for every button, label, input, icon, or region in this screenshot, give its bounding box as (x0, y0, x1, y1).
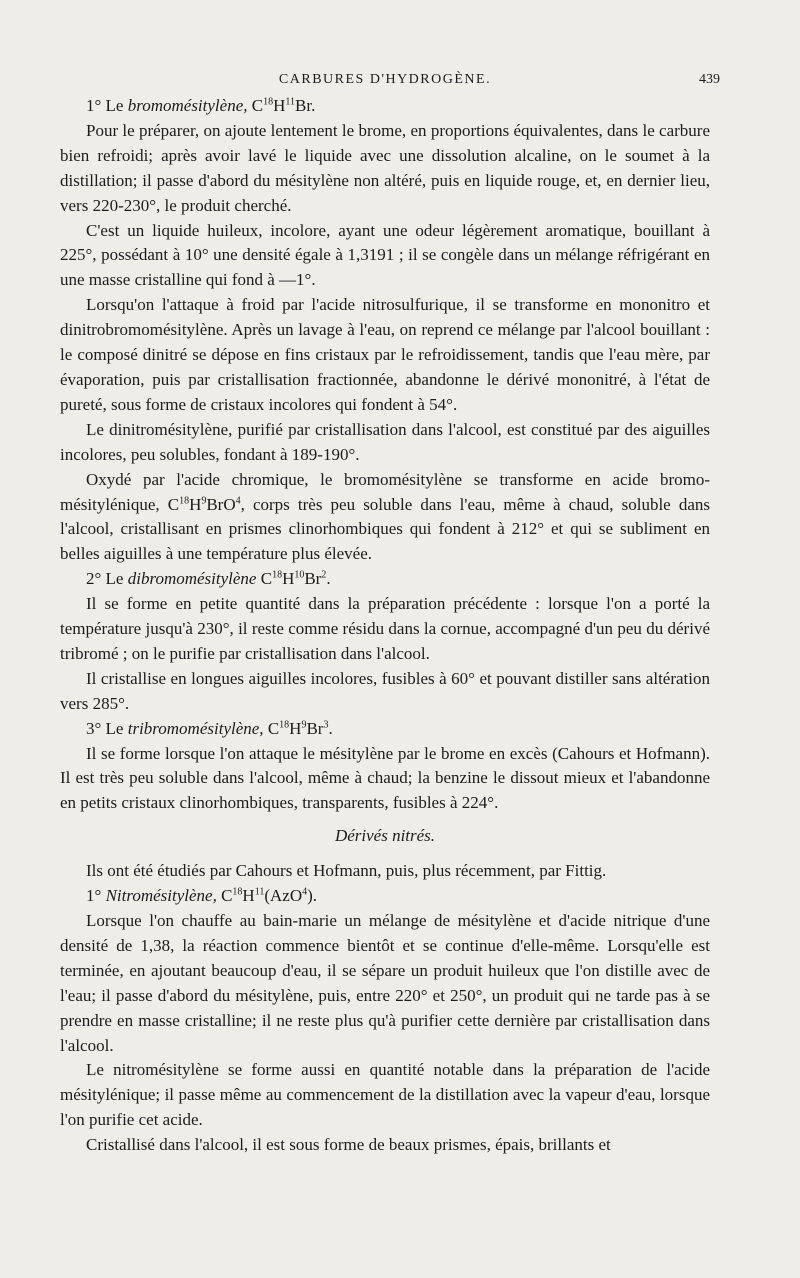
text-run: . (326, 569, 331, 589)
section-title-nitro-derivatives: Dérivés nitrés. (334, 826, 436, 846)
text-run: Br (304, 569, 322, 589)
text-run: C (256, 569, 273, 589)
formula-subscript: 18 (272, 569, 283, 581)
heading-dibromomesitylene (60, 567, 710, 592)
running-title: CARBURES D'HYDROGÈNE. (278, 72, 492, 87)
formula-subscript: 11 (285, 96, 296, 108)
text-run: H (189, 494, 202, 514)
paragraph-nitro-formation: Le nitromésitylène se forme aussi en quantité notable dans la préparation de l'acide mésitylénique; il passe même au commencement de la distillation avec la vapeur d'eau, lorsque l'on purifie cet acide. (60, 1060, 710, 1130)
heading-nitromesitylene (60, 884, 710, 909)
text-run: Br (306, 718, 324, 738)
paragraph-dinitro: Le dinitromésitylène, purifié par cristallisation dans l'alcool, est constitué par des aiguilles incolores, peu solubles, fondant à 189-190°. (60, 419, 710, 464)
text-run: Br. (295, 96, 316, 115)
paragraph-tribromo: Il se forme lorsque l'on attaque le mésitylène par le brome en excès (Cahours et Hofmann). Il est très peu soluble dans l'alcool, même à chaud; la benzine le dissout mieux et l'abandonne en petits cristaux clinorhombiques, transparents, fusibles à 224°. (60, 743, 710, 813)
text-run: H (289, 718, 302, 738)
compound-name: dibromomésitylène (127, 569, 257, 589)
text-run: ). (307, 886, 318, 906)
book-page (60, 68, 720, 1158)
text-run: H (282, 569, 295, 589)
formula-subscript: 4 (302, 886, 308, 898)
formula-subscript: 18 (279, 719, 290, 730)
paragraph-oxidation (60, 468, 710, 568)
text-run: (AzO (264, 886, 303, 906)
paragraph-preparation: Pour le préparer, on ajoute lentement le brome, en proportions équivalentes, dans le carbure bien refroidi; après avoir lavé le liquide avec une dissolution alcaline, on le soumet à la distillation; il passe d'abord du mésitylène non altéré, puis en liquide rouge, et, en dernier lieu, vers 220-230°, le produit cherché. (60, 120, 710, 215)
formula-subscript: 9 (201, 494, 207, 506)
paragraph-dibromo-crystals: Il cristallise en longues aiguilles incolores, fusibles à 60° et pouvant distiller sans altération vers 285°. (60, 668, 710, 713)
formula-subscript: 9 (301, 719, 307, 730)
formula-subscript: 18 (263, 96, 274, 108)
text-run: BrO (206, 494, 236, 514)
text-run: Oxydé par l'acide chromique, le bromomésitylène se transforme en acide bromo-mésitylénique, C (60, 469, 710, 514)
text-run: , corps très peu soluble dans l'eau, même à chaud, soluble dans l'alcool, cristallisant en prismes clinorhombiques qui fondent à 212° et qui se subliment en belles aiguilles à une température plus élevée. (60, 494, 710, 564)
text-run: 2° Le (86, 569, 128, 589)
page-number: 439 (699, 72, 720, 87)
formula-subscript: 4 (235, 494, 241, 506)
text-run: 1° (86, 886, 106, 906)
formula-subscript: 10 (294, 569, 305, 581)
text-run: H (242, 886, 255, 906)
text-run: C (216, 886, 233, 906)
heading-tribromomesitylene (60, 717, 710, 742)
paragraph-nitro-crystals: Cristallisé dans l'alcool, il est sous forme de beaux prismes, épais, brillants et (86, 1135, 611, 1155)
formula-subscript: 18 (179, 494, 190, 506)
paragraph-nitration: Lorsqu'on l'attaque à froid par l'acide nitrosulfurique, il se transforme en mononitro et dinitrobromomésitylène. Après un lavage à l'eau, on reprend ce mélange par l'alcool bouillant : le composé dinitré se dépose en fins cristaux par le refroidissement, tandis que l'eau mère, par évaporation, puis par cristallisation fractionnée, abandonne le dérivé mononitré, à l'état de pureté, sous forme de cristaux incolores qui fondent à 54°. (60, 295, 710, 414)
text-run: H (273, 96, 286, 115)
text-run: 3° Le (86, 718, 128, 738)
formula-subscript: 2 (321, 569, 327, 581)
paragraph-properties: C'est un liquide huileux, incolore, ayant une odeur légèrement aromatique, bouillant à 225°, possédant à 10° une densité égale à 1,3191 ; il se congèle dans un mélange réfrigérant en une masse cristalline qui fond à —1°. (60, 220, 710, 290)
compound-name: Nitromésitylène, (105, 886, 217, 906)
text-run: . (328, 718, 333, 738)
paragraph-dibromo-formation: Il se forme en petite quantité dans la préparation précédente : lorsque l'on a porté la température jusqu'à 230°, il reste comme résidu dans la cornue, accompagné d'un peu du dérivé tribromé ; on le purifie par cristallisation dans l'alcool. (60, 594, 710, 663)
paragraph-nitro-preparation: Lorsque l'on chauffe au bain-marie un mélange de mésitylène et d'acide nitrique d'une densité de 1,38, la réaction commence bientôt et se continue d'elle-même. Lorsqu'elle est terminée, en ajoutant beaucoup d'eau, il se sépare un produit huileux que l'on distille avec de l'eau; il passe d'abord du mésitylène, puis, entre 220° et 250°, un produit qui ne tarde pas à se prendre en masse cristalline; il ne reste plus qu'à purifier cette dernière par cristallisation dans l'alcool. (60, 911, 710, 1055)
text-run: C (263, 718, 280, 738)
text-run: C (247, 96, 264, 115)
formula-subscript: 3 (323, 719, 329, 730)
formula-subscript: 11 (254, 886, 265, 898)
compound-name: bromomésitylène, (127, 96, 248, 115)
paragraph-nitro-intro: Ils ont été étudiés par Cahours et Hofmann, puis, plus récemment, par Fittig. (86, 861, 607, 881)
heading-bromomesitylene (60, 94, 710, 119)
compound-name: tribromomésitylène, (127, 718, 264, 738)
page-header (60, 68, 720, 92)
formula-subscript: 18 (232, 886, 243, 898)
text-run: 1° Le (86, 96, 128, 115)
